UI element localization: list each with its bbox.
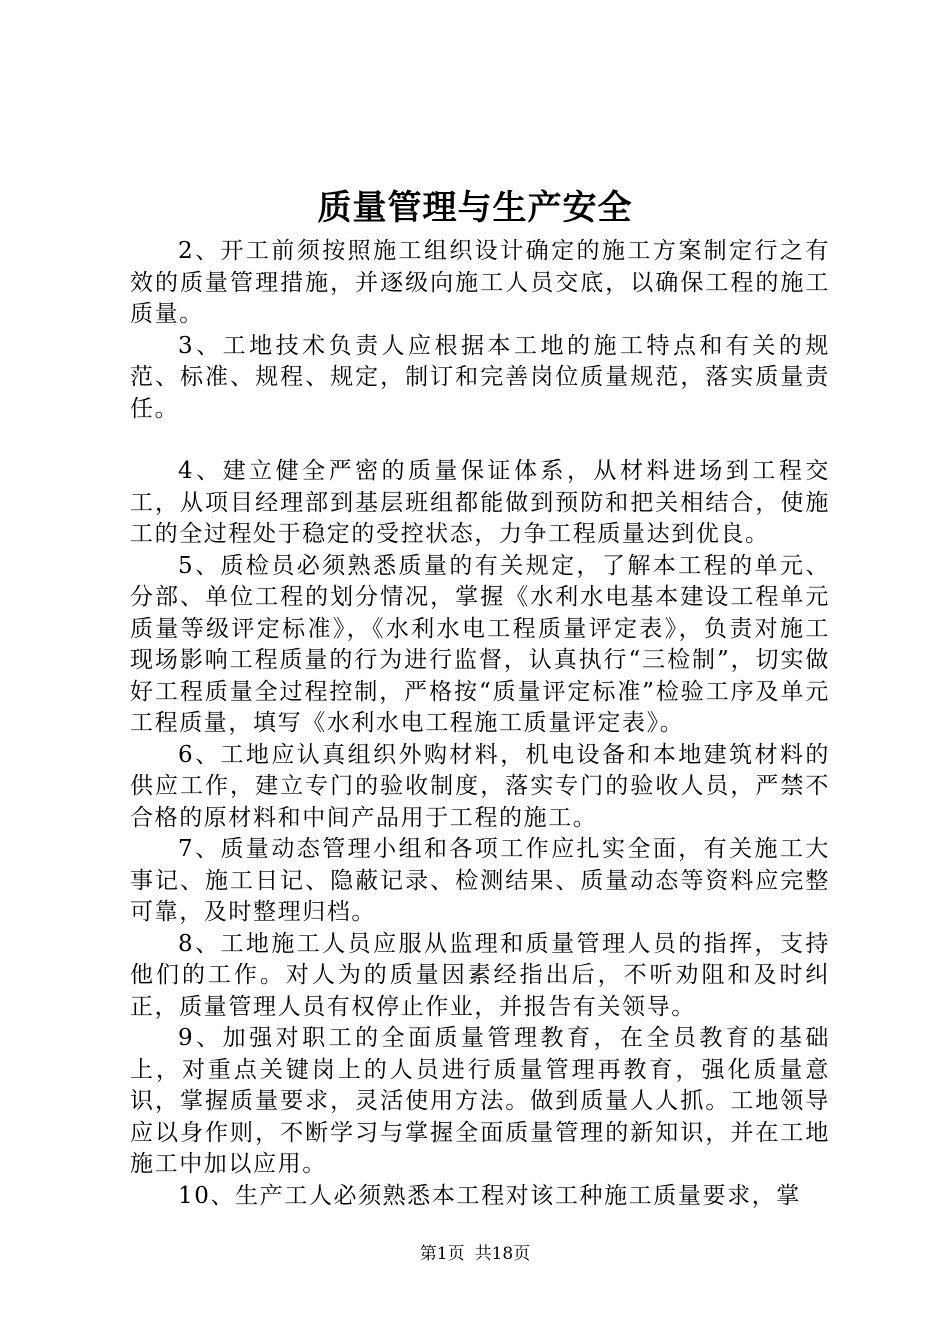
page-number: 第1页 <box>419 1244 465 1264</box>
paragraph-5: 5、质检员必须熟悉质量的有关规定，了解本工程的单元、分部、单位工程的划分情况，掌握《水利水电基本建设工程单元质量等级评定标准》，《水利水电工程质量评定表》，负责对施工现场影响工程质量的行为进行监督，认真执行“三检制”，切实做好工程质量全过程控制，严格按“质量评定标准”检验工序及单元工程质量，填写《水利水电工程施工质量评定表》。 <box>130 552 830 736</box>
paragraph-10: 10、生产工人必须熟悉本工程对该工种施工质量要求，掌 <box>178 1182 801 1209</box>
paragraph-7: 7、质量动态管理小组和各项工作应扎实全面，有关施工大事记、施工日记、隐蔽记录、检测结果、质量动态等资料应完整可靠，及时整理归档。 <box>130 836 830 925</box>
page-total: 共18页 <box>474 1244 531 1264</box>
page-footer <box>0 1242 950 1266</box>
paragraph-3: 3、工地技术负责人应根据本工地的施工特点和有关的规范、标准、规程、规定，制订和完善岗位质量规范，落实质量责任。 <box>130 332 830 422</box>
paragraph-6: 6、工地应认真组织外购材料，机电设备和本地建筑材料的供应工作，建立专门的验收制度，落实专门的验收人员，严禁不合格的原材料和中间产品用于工程的施工。 <box>130 741 830 831</box>
document-title: 质量管理与生产安全 <box>317 188 633 228</box>
paragraph-2: 2、开工前须按照施工组织设计确定的施工方案制定行之有效的质量管理措施，并逐级向施工人员交底，以确保工程的施工质量。 <box>130 238 830 327</box>
paragraph-9: 9、加强对职工的全面质量管理教育，在全员教育的基础上，对重点关键岗上的人员进行质量管理再教育，强化质量意识，掌握质量要求，灵活使用方法。做到质量人人抓。工地领导应以身作则，不断学习与掌握全面质量管理的新知识，并在工地施工中加以应用。 <box>130 1025 830 1177</box>
paragraph-8: 8、工地施工人员应服从监理和质量管理人员的指挥，支持他们的工作。对人为的质量因素经指出后，不听劝阻和及时纠正，质量管理人员有权停止作业，并报告有关领导。 <box>130 930 830 1020</box>
paragraph-4: 4、建立健全严密的质量保证体系，从材料进场到工程交工，从项目经理部到基层班组都能做到预防和把关相结合，使施工的全过程处于稳定的受控状态，力争工程质量达到优良。 <box>130 458 830 547</box>
document-body <box>130 236 830 1212</box>
